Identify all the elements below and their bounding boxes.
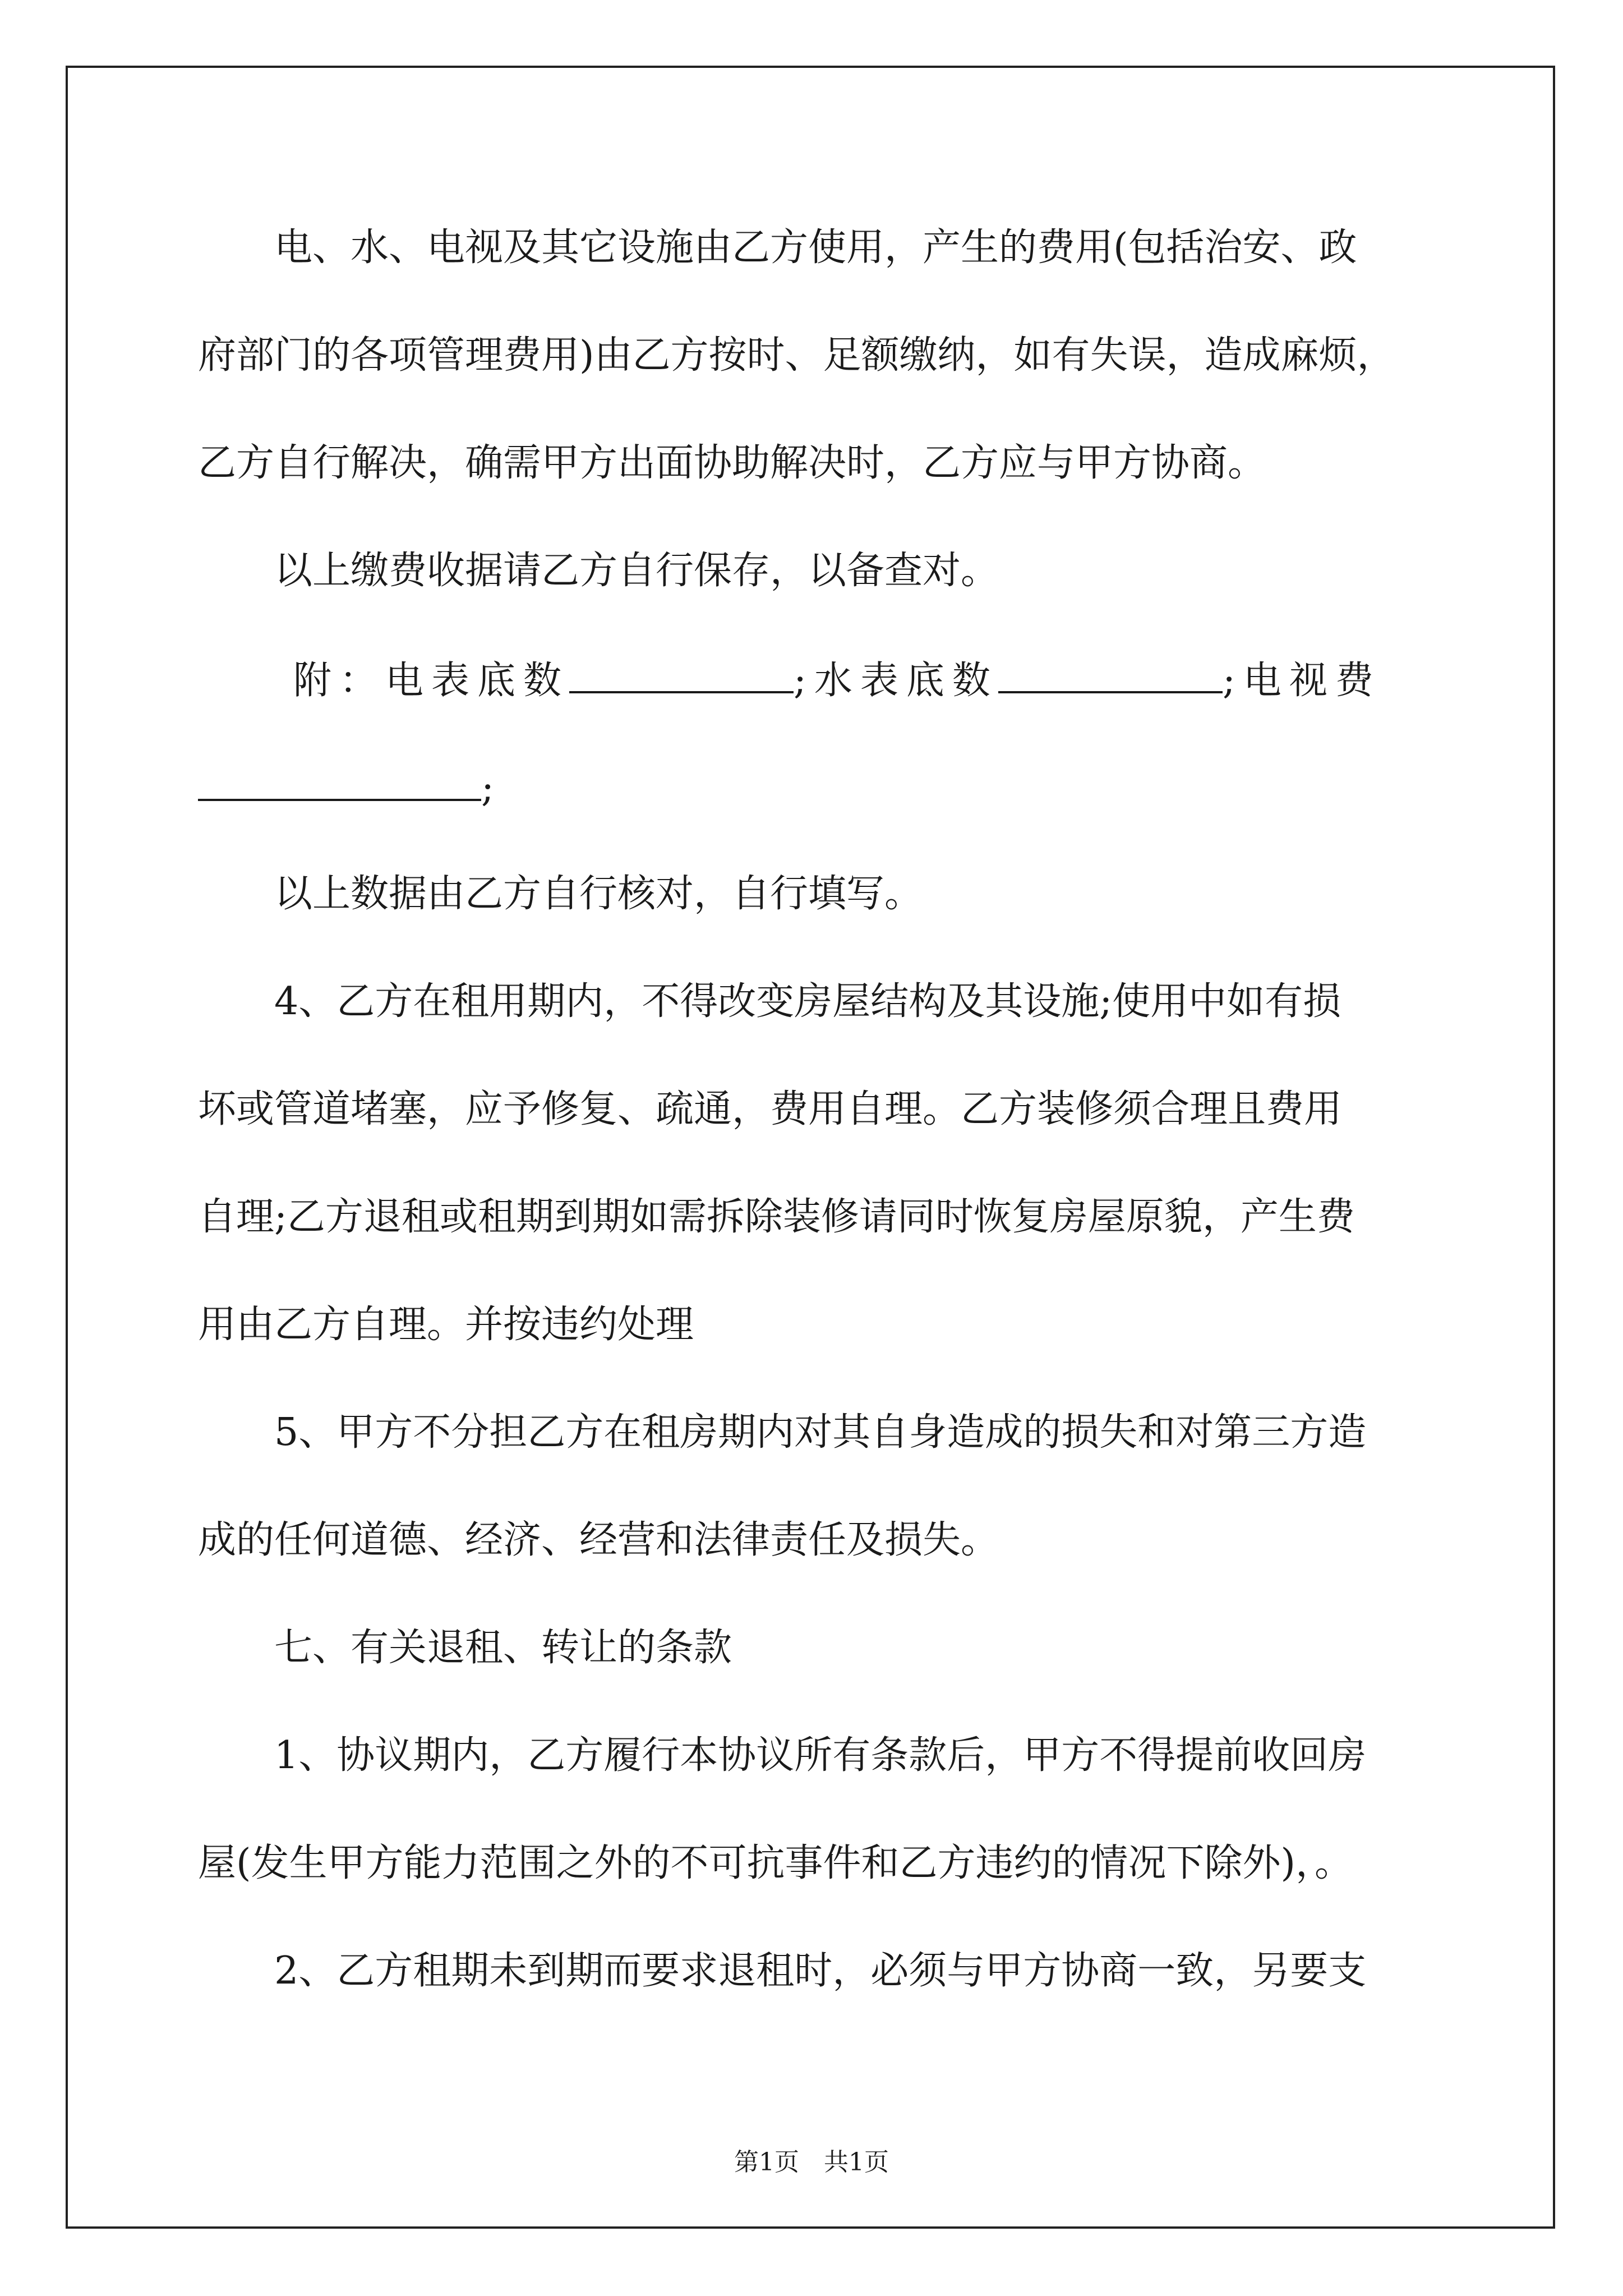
annex-electric-label: 附：电表底数 — [293, 659, 570, 703]
water-meter-blank — [998, 660, 1223, 693]
section-heading: 七、有关退租、转让的条款 — [198, 1626, 732, 1670]
annex-line-2 — [198, 766, 1432, 811]
tv-fee-blank — [198, 767, 481, 801]
annex-line — [293, 659, 1527, 703]
text-line-14: 2、乙方租期未到期而要求退租时，必须与甲方协商一致，另要支 — [198, 1949, 1367, 1993]
text-line-4: 以上缴费收据请乙方自行保存，以备查对。 — [198, 549, 999, 593]
text-line-3: 乙方自行解决，确需甲方出面协助解决时，乙方应与甲方协商。 — [198, 441, 1266, 485]
text-line-12: 1、协议期内，乙方履行本协议所有条款后，甲方不得提前收回房 — [198, 1733, 1367, 1778]
annex-tv-label: ;电视费 — [1222, 659, 1381, 703]
text-line-13: 屋(发生甲方能力范围之外的不可抗事件和乙方违约的情况下除外)，。 — [198, 1841, 1353, 1885]
text-line-2: 府部门的各项管理费用)由乙方按时、足额缴纳，如有失误，造成麻烦， — [198, 333, 1395, 378]
page-number: 第1页 共1页 — [734, 2148, 889, 2177]
text-line-8: 自理;乙方退租或租期到期如需拆除装修请同时恢复房屋原貌，产生费 — [198, 1195, 1355, 1239]
text-line-1: 电、水、电视及其它设施由乙方使用，产生的费用(包括治安、政 — [198, 226, 1357, 270]
text-line-6: 4、乙方在租用期内，不得改变房屋结构及其设施;使用中如有损 — [198, 979, 1341, 1024]
text-line-7: 坏或管道堵塞，应予修复、疏通，费用自理。乙方装修须合理且费用 — [198, 1087, 1343, 1131]
electric-meter-blank — [569, 660, 794, 693]
text-line-10: 5、甲方不分担乙方在租房期内对其自身造成的损失和对第三方造 — [198, 1410, 1367, 1455]
annex-water-label: ;水表底数 — [794, 659, 998, 703]
text-line-5: 以上数据由乙方自行核对，自行填写。 — [198, 872, 923, 916]
page-border — [66, 66, 1555, 2229]
text-line-11: 成的任何道德、经济、经营和法律责任及损失。 — [198, 1518, 999, 1562]
text-line-9: 用由乙方自理。并按违约处理 — [198, 1303, 694, 1347]
annex-end: ; — [481, 766, 494, 811]
